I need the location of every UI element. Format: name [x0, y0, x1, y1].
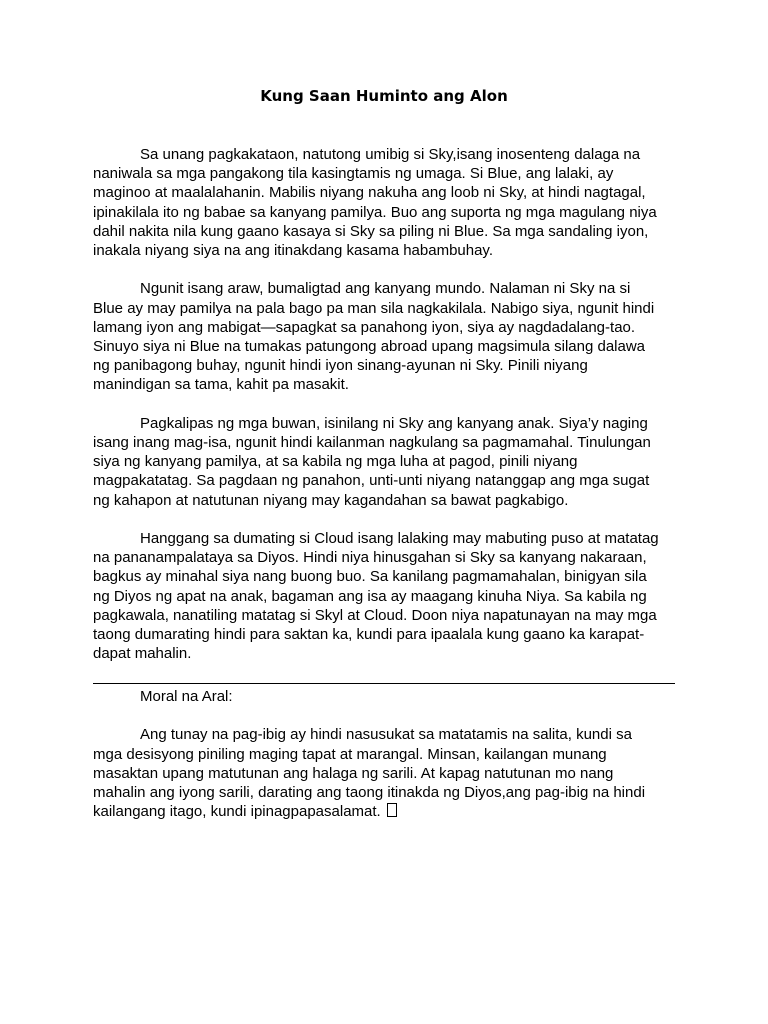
- text-line: Ngunit isang araw, bumaligtad ang kanyang mundo. Nalaman ni Sky na si: [140, 280, 631, 298]
- text-line: manindigan sa tama, kahit pa masakit.: [93, 376, 349, 394]
- text-line: Sa unang pagkakataon, natutong umibig si Sky,isang inosenteng dalaga na: [140, 146, 641, 163]
- text-line: naniwala sa mga pangakong tila kasingtamis ng umaga. Si Blue, ang lalaki, ay: [93, 165, 614, 183]
- paragraph-1: [93, 145, 678, 260]
- text-line: masaktan upang matutunan ang halaga ng sarili. At kapag natutunan mo nang: [93, 764, 614, 782]
- text-line: ng panibagong buhay, ngunit hindi iyon sinang-ayunan ni Sky. Pinili niyang: [93, 357, 588, 375]
- story-title: Kung Saan Huminto ang Alon: [260, 87, 508, 105]
- text-line: lamang iyon ang mabigat—sapagkat sa panahong iyon, siya ay nagdadalang-tao.: [93, 318, 636, 336]
- text-line: ipinakilala ito ng babae sa kanyang pamilya. Buo ang suporta ng mga magulang niya: [93, 203, 657, 221]
- paragraph-2: [93, 279, 678, 394]
- text-line: ng Diyos ng apat na anak, bagaman ang isa ay maagang kinuha Niya. Sa kabila ng: [93, 587, 647, 605]
- horizontal-divider: [93, 683, 675, 684]
- paragraph-3: [93, 414, 678, 510]
- text-line: inakala niyang siya na ang itinakdang kasama habambuhay.: [93, 242, 493, 260]
- text-line: taong dumarating hindi para saktan ka, kundi para ipaalala kung gaano ka karapat-: [93, 626, 645, 644]
- text-line: isang inang mag-isa, ngunit hindi kailanman nagkulang sa pagmamahal. Tinulungan: [93, 434, 651, 452]
- text-line: pagkawala, nanatiling matatag si Skyl at Cloud. Doon niya napatunayan na may mga: [93, 606, 657, 624]
- paragraph-4: [93, 529, 678, 663]
- text-line: Pagkalipas ng mga buwan, isinilang ni Sky ang kanyang anak. Siya’y naging: [140, 414, 648, 432]
- text-line: ng kahapon at natutunan niyang may kagandahan sa bawat pagkabigo.: [93, 491, 569, 509]
- moral-section: [93, 687, 678, 821]
- moral-heading: Moral na Aral:: [140, 688, 233, 705]
- text-line: dapat mahalin.: [93, 645, 192, 663]
- text-line: Blue ay may pamilya na pala bago pa man sila nagkakilala. Nabigo siya, ngunit hindi: [93, 299, 655, 317]
- text-line-last: [93, 802, 678, 821]
- text-line: kailangang itago, kundi ipinagpapasalamat.: [93, 803, 381, 821]
- text-line: siya ng kanyang pamilya, at sa kabila ng mga luha at pagod, pinili niyang: [93, 453, 578, 471]
- text-line: Ang tunay na pag-ibig ay hindi nasusukat sa matatamis na salita, kundi sa: [140, 726, 632, 744]
- text-line: magpakatatag. Sa pagdaan ng panahon, unti-unti niyang natanggap ang mga sugat: [93, 472, 650, 490]
- text-line: Hanggang sa dumating si Cloud isang lalaking may mabuting puso at matatag: [140, 530, 659, 548]
- text-line: Sinuyo siya ni Blue na tumakas patungong abroad upang magsimula silang dalawa: [93, 338, 646, 356]
- text-line: dahil nakita nila kung gaano kasaya si Sky sa piling ni Blue. Sa mga sandaling iyon,: [93, 222, 649, 240]
- text-line: na pananampalataya sa Diyos. Hindi niya hinusgahan si Sky sa kanyang nakaraan,: [93, 549, 647, 567]
- text-line: maginoo at maalalahanin. Mabilis niyang nakuha ang loob ni Sky, at hindi nagtagal,: [93, 184, 646, 202]
- text-line: mga desisyong piniling maging tapat at marangal. Minsan, kailangan munang: [93, 745, 607, 763]
- text-line: mahalin ang iyong sarili, darating ang taong itinakda ng Diyos,ang pag-ibig na hindi: [93, 784, 646, 801]
- story-body: [93, 145, 678, 663]
- missing-glyph-icon: [387, 803, 397, 817]
- moral-paragraph: [93, 725, 678, 821]
- text-line: bagkus ay minahal siya nang buong buo. Sa kanilang pagmamahalan, binigyan sila: [93, 568, 647, 586]
